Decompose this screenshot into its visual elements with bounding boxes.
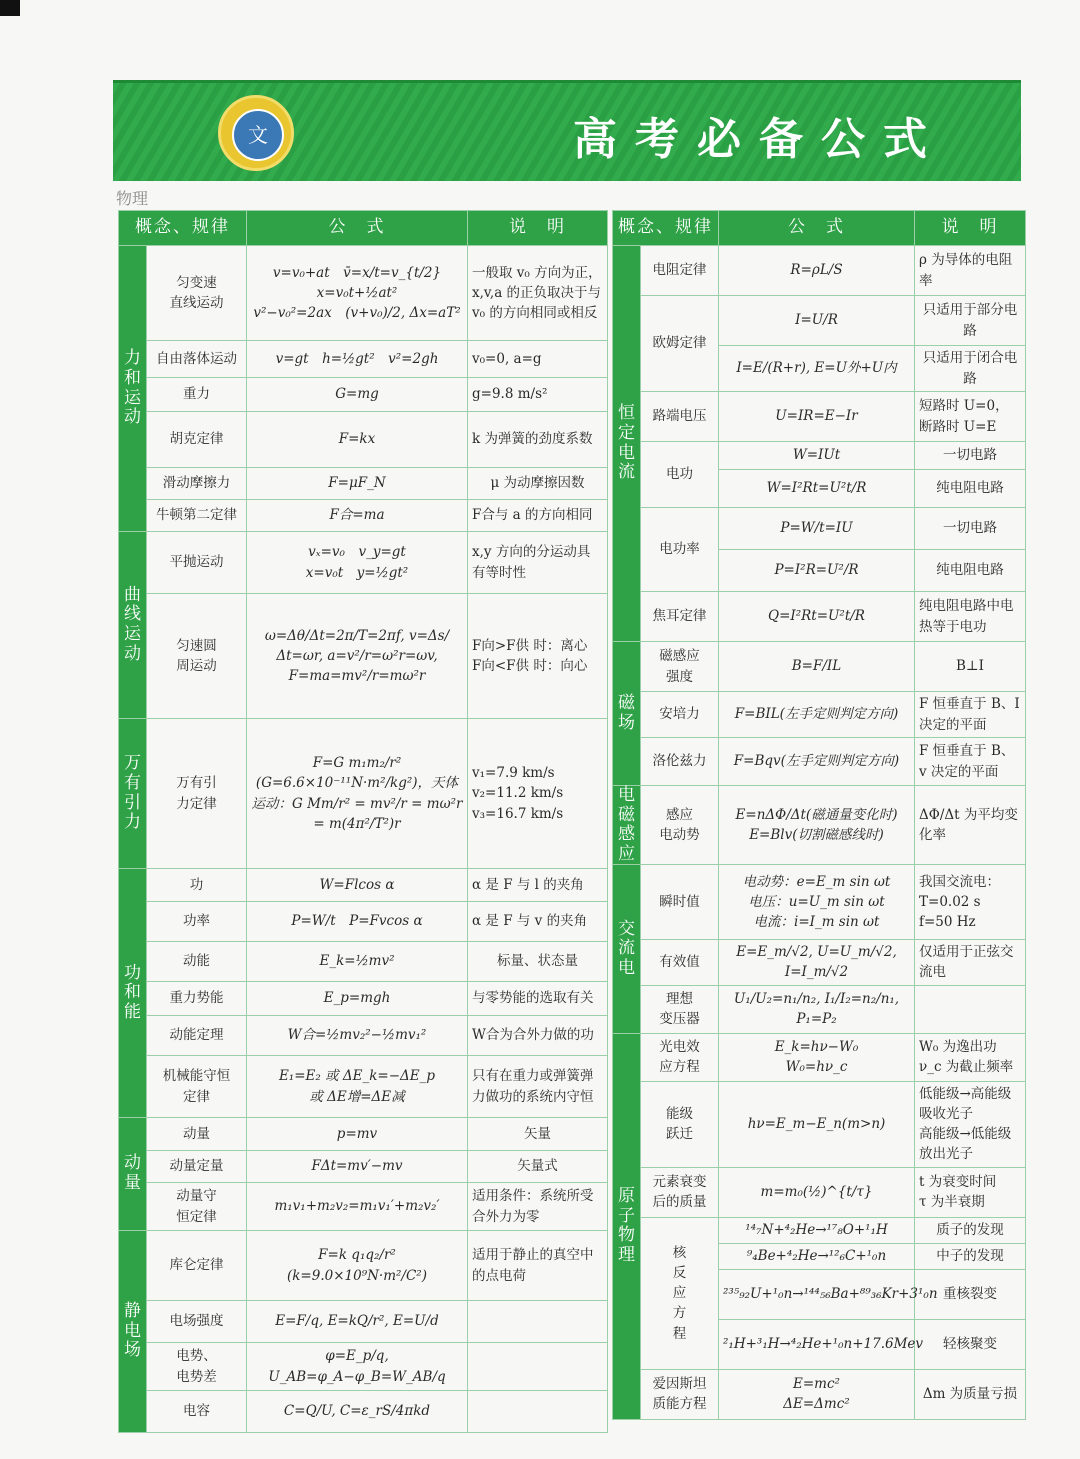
category-cell: 力 和 运 动 (119, 246, 147, 532)
note-cell: g=9.8 m/s² (468, 378, 608, 412)
table-row (119, 500, 608, 532)
category-cell: 磁 场 (613, 642, 641, 786)
note-cell: μ 为动摩擦因数 (468, 468, 608, 500)
note-cell: 矢量式 (468, 1151, 608, 1183)
concept-cell: 洛伦兹力 (641, 738, 719, 786)
table-row (119, 902, 608, 942)
formula-cell: hν=E_m−E_n(m>n) (719, 1081, 915, 1167)
formula-cell: W=Flcos α (247, 869, 468, 902)
formula-cell: 电动势：e=E_m sin ωt 电压：u=U_m sin ωt 电流：i=I_m sin ωt (719, 865, 915, 940)
concept-cell: 路端电压 (641, 392, 719, 442)
note-cell: F向>F供 时：离心 F向<F供 时：向心 (468, 594, 608, 719)
table-row (119, 982, 608, 1016)
concept-cell: 功 (147, 869, 247, 902)
table-row (613, 1217, 1026, 1243)
formula-cell: W=I²Rt=U²t/R (719, 470, 915, 508)
formula-cell: ¹⁴₇N+⁴₂He→¹⁷₈O+¹₁H (719, 1217, 915, 1243)
formula-cell: ²₁H+³₁H→⁴₂He+¹₀n+17.6Mev (719, 1319, 915, 1369)
concept-cell: 重力 (147, 378, 247, 412)
concept-cell: 胡克定律 (147, 412, 247, 468)
header-concept: 概念、规律 (119, 211, 247, 246)
concept-cell: 自由落体运动 (147, 341, 247, 378)
table-header-row (613, 211, 1026, 246)
category-cell: 原 子 物 理 (613, 1033, 641, 1419)
table-row (119, 1343, 608, 1391)
formula-cell: v=v₀+at v̄=x/t=v_{t/2} x=v₀t+½at² v²−v₀²=2ax (v+v₀)/2, Δx=aT² (247, 246, 468, 341)
concept-cell: 爱因斯坦 质能方程 (641, 1369, 719, 1419)
formula-cell: ⁹₄Be+⁴₂He→¹²₆C+¹₀n (719, 1243, 915, 1269)
table-row (613, 1369, 1026, 1419)
formula-cell: E_k=½mv² (247, 942, 468, 982)
category-cell: 万 有 引 力 (119, 719, 147, 869)
table-row (613, 642, 1026, 692)
concept-cell: 核 反 应 方 程 (641, 1217, 719, 1369)
note-cell: 我国交流电： T=0.02 s f=50 Hz (915, 865, 1026, 940)
concept-cell: 滑动摩擦力 (147, 468, 247, 500)
table-row (119, 1391, 608, 1433)
note-cell: F 恒垂直于 B、v 决定的平面 (915, 738, 1026, 786)
note-cell: W₀ 为逸出功 ν_c 为截止频率 (915, 1033, 1026, 1081)
note-cell: 只有在重力或弹簧弹力做功的系统内守恒 (468, 1056, 608, 1118)
title-banner (113, 80, 1021, 181)
category-cell: 电 磁 感 应 (613, 786, 641, 865)
note-cell: v₀=0, a=g (468, 341, 608, 378)
table-row (119, 1301, 608, 1343)
header-concept: 概念、规律 (613, 211, 719, 246)
concept-cell: 感应 电动势 (641, 786, 719, 865)
table-row (119, 1016, 608, 1056)
formula-cell: F合=ma (247, 500, 468, 532)
table-row (119, 594, 608, 719)
note-cell: ρ 为导体的电阻率 (915, 246, 1026, 296)
note-cell (915, 985, 1026, 1033)
table-row (613, 940, 1026, 986)
note-cell: 只适用于闭合电路 (915, 346, 1026, 392)
table-row (613, 246, 1026, 296)
concept-cell: 磁感应 强度 (641, 642, 719, 692)
concept-cell: 电功 (641, 442, 719, 508)
note-cell: 矢量 (468, 1118, 608, 1151)
formula-cell: F=BIL(左手定则判定方向) (719, 692, 915, 738)
note-cell: 与零势能的选取有关 (468, 982, 608, 1016)
note-cell: 只适用于部分电路 (915, 296, 1026, 346)
table-row (613, 1081, 1026, 1167)
formula-cell: W合=½mv₂²−½mv₁² (247, 1016, 468, 1056)
formula-cell: m=m₀(½)^{t/τ} (719, 1167, 915, 1217)
concept-cell: 安培力 (641, 692, 719, 738)
note-cell: 重核裂变 (915, 1269, 1026, 1319)
concept-cell: 匀速圆 周运动 (147, 594, 247, 719)
formula-cell: U₁/U₂=n₁/n₂, I₁/I₂=n₂/n₁, P₁=P₂ (719, 985, 915, 1033)
formula-cell: F=k q₁q₂/r² (k=9.0×10⁹N·m²/C²) (247, 1231, 468, 1301)
formula-cell: E=nΔΦ/Δt(磁通量变化时) E=Blv(切割磁感线时) (719, 786, 915, 865)
formula-cell: P=W/t=IU (719, 508, 915, 550)
concept-cell: 电阻定律 (641, 246, 719, 296)
concept-cell: 能级 跃迁 (641, 1081, 719, 1167)
note-cell (468, 1301, 608, 1343)
concept-cell: 万有引 力定律 (147, 719, 247, 869)
table-row (119, 378, 608, 412)
school-emblem-icon (218, 95, 294, 171)
note-cell: ΔΦ/Δt 为平均变化率 (915, 786, 1026, 865)
formula-cell: E=F/q, E=kQ/r², E=U/d (247, 1301, 468, 1343)
formula-cell: U=IR=E−Ir (719, 392, 915, 442)
formula-cell: ω=Δθ/Δt=2π/T=2πf, v=Δs/Δt=ωr, a=v²/r=ω²r=ωv, F=ma=mv²/r=mω²r (247, 594, 468, 719)
concept-cell: 匀变速 直线运动 (147, 246, 247, 341)
note-cell: 低能级→高能级 吸收光子 高能级→低能级 放出光子 (915, 1081, 1026, 1167)
concept-cell: 动量定量 (147, 1151, 247, 1183)
concept-cell: 瞬时值 (641, 865, 719, 940)
table-row (119, 1183, 608, 1231)
table-row (119, 468, 608, 500)
corner-mark (0, 0, 20, 16)
table-row (119, 1151, 608, 1183)
formula-cell: E=mc² ΔE=Δmc² (719, 1369, 915, 1419)
note-cell: α 是 F 与 l 的夹角 (468, 869, 608, 902)
header-formula: 公 式 (719, 211, 915, 246)
note-cell: Δm 为质量亏损 (915, 1369, 1026, 1419)
formula-cell: FΔt=mv′−mv (247, 1151, 468, 1183)
formula-cell: E₁=E₂ 或 ΔE_k=−ΔE_p 或 ΔE增=ΔE减 (247, 1056, 468, 1118)
table-row (119, 412, 608, 468)
formula-cell: Q=I²Rt=U²t/R (719, 592, 915, 642)
note-cell (468, 1391, 608, 1433)
note-cell: x,y 方向的分运动具有等时性 (468, 532, 608, 594)
category-cell: 功 和 能 (119, 869, 147, 1118)
formula-cell: m₁v₁+m₂v₂=m₁v₁′+m₂v₂′ (247, 1183, 468, 1231)
note-cell: 纯电阻电路中电热等于电功 (915, 592, 1026, 642)
formula-cell: I=E/(R+r), E=U外+U内 (719, 346, 915, 392)
note-cell: 纯电阻电路 (915, 470, 1026, 508)
formula-cell: p=mv (247, 1118, 468, 1151)
concept-cell: 电容 (147, 1391, 247, 1433)
note-cell: α 是 F 与 v 的夹角 (468, 902, 608, 942)
formula-cell: E=E_m/√2, U=U_m/√2, I=I_m/√2 (719, 940, 915, 986)
formula-cell: P=W/t P=Fvcos α (247, 902, 468, 942)
table-row (119, 1056, 608, 1118)
category-cell: 动 量 (119, 1118, 147, 1231)
table-row (613, 508, 1026, 550)
table-row (613, 1033, 1026, 1081)
formula-cell: G=mg (247, 378, 468, 412)
note-cell: W合为合外力做的功 (468, 1016, 608, 1056)
table-row (613, 985, 1026, 1033)
concept-cell: 动能定理 (147, 1016, 247, 1056)
table-row (119, 341, 608, 378)
table-row (613, 392, 1026, 442)
note-cell: 轻核聚变 (915, 1319, 1026, 1369)
table-row (119, 942, 608, 982)
note-cell: 一般取 v₀ 方向为正，x,v,a 的正负取决于与 v₀ 的方向相同或相反 (468, 246, 608, 341)
formula-cell: B=F/IL (719, 642, 915, 692)
table-row (613, 865, 1026, 940)
table-row (119, 532, 608, 594)
note-cell: t 为衰变时间 τ 为半衰期 (915, 1167, 1026, 1217)
table-row (119, 869, 608, 902)
subject-label: 物理 (116, 189, 149, 208)
note-cell: 纯电阻电路 (915, 550, 1026, 592)
header-note: 说 明 (915, 211, 1026, 246)
formula-cell: vₓ=v₀ v_y=gt x=v₀t y=½gt² (247, 532, 468, 594)
note-cell: 一切电路 (915, 508, 1026, 550)
note-cell: 质子的发现 (915, 1217, 1026, 1243)
formula-cell: F=μF_N (247, 468, 468, 500)
category-cell: 交 流 电 (613, 865, 641, 1034)
note-cell: 适用于静止的真空中的点电荷 (468, 1231, 608, 1301)
concept-cell: 电功率 (641, 508, 719, 592)
table-header-row (119, 211, 608, 246)
table-row (119, 1118, 608, 1151)
table-row (119, 1231, 608, 1301)
note-cell: 短路时 U=0，断路时 U=E (915, 392, 1026, 442)
note-cell: F合与 a 的方向相同 (468, 500, 608, 532)
formula-cell: F=G m₁m₂/r² (G=6.6×10⁻¹¹N·m²/kg²)，天体运动：G Mm/r² = mv²/r = mω²r = m(4π²/T²)r (247, 719, 468, 869)
formula-cell: F=Bqv(左手定则判定方向) (719, 738, 915, 786)
note-cell: 适用条件：系统所受合外力为零 (468, 1183, 608, 1231)
formula-cell: R=ρL/S (719, 246, 915, 296)
note-cell: k 为弹簧的劲度系数 (468, 412, 608, 468)
table-row (613, 592, 1026, 642)
formula-table-right (612, 210, 1026, 1420)
note-cell: 一切电路 (915, 442, 1026, 470)
concept-cell: 平抛运动 (147, 532, 247, 594)
header-note: 说 明 (468, 211, 608, 246)
formula-cell: C=Q/U, C=ε_rS/4πkd (247, 1391, 468, 1433)
note-cell: 仅适用于正弦交流电 (915, 940, 1026, 986)
table-row (613, 296, 1026, 346)
formula-cell: F=kx (247, 412, 468, 468)
concept-cell: 库仑定律 (147, 1231, 247, 1301)
table-row (613, 738, 1026, 786)
concept-cell: 有效值 (641, 940, 719, 986)
page-title: 高考必备公式 (573, 114, 945, 165)
emblem-text: 文 (232, 109, 284, 161)
note-cell (468, 1343, 608, 1391)
table-row (613, 692, 1026, 738)
concept-cell: 重力势能 (147, 982, 247, 1016)
table-row (613, 786, 1026, 865)
concept-cell: 动能 (147, 942, 247, 982)
note-cell: 标量、状态量 (468, 942, 608, 982)
note-cell: B⊥I (915, 642, 1026, 692)
note-cell: F 恒垂直于 B、I 决定的平面 (915, 692, 1026, 738)
note-cell: v₁=7.9 km/s v₂=11.2 km/s v₃=16.7 km/s (468, 719, 608, 869)
formula-cell: v=gt h=½gt² v²=2gh (247, 341, 468, 378)
concept-cell: 牛顿第二定律 (147, 500, 247, 532)
category-cell: 恒 定 电 流 (613, 246, 641, 642)
concept-cell: 欧姆定律 (641, 296, 719, 392)
table-row (613, 1167, 1026, 1217)
formula-cell: P=I²R=U²/R (719, 550, 915, 592)
concept-cell: 机械能守恒 定律 (147, 1056, 247, 1118)
category-cell: 静 电 场 (119, 1231, 147, 1433)
header-formula: 公 式 (247, 211, 468, 246)
concept-cell: 理想 变压器 (641, 985, 719, 1033)
formula-cell: E_p=mgh (247, 982, 468, 1016)
formula-cell: W=IUt (719, 442, 915, 470)
table-row (613, 442, 1026, 470)
formula-cell: φ=E_p/q, U_AB=φ_A−φ_B=W_AB/q (247, 1343, 468, 1391)
concept-cell: 功率 (147, 902, 247, 942)
table-row (119, 719, 608, 869)
formula-table-left (118, 210, 608, 1433)
concept-cell: 电场强度 (147, 1301, 247, 1343)
concept-cell: 电势、 电势差 (147, 1343, 247, 1391)
formula-cell: ²³⁵₉₂U+¹₀n→¹⁴⁴₅₆Ba+⁸⁹₃₆Kr+3¹₀n (719, 1269, 915, 1319)
note-cell: 中子的发现 (915, 1243, 1026, 1269)
concept-cell: 光电效 应方程 (641, 1033, 719, 1081)
category-cell: 曲 线 运 动 (119, 532, 147, 719)
formula-cell: I=U/R (719, 296, 915, 346)
table-row (119, 246, 608, 341)
concept-cell: 元素衰变 后的质量 (641, 1167, 719, 1217)
concept-cell: 焦耳定律 (641, 592, 719, 642)
formula-cell: E_k=hν−W₀ W₀=hν_c (719, 1033, 915, 1081)
concept-cell: 动量守 恒定律 (147, 1183, 247, 1231)
concept-cell: 动量 (147, 1118, 247, 1151)
